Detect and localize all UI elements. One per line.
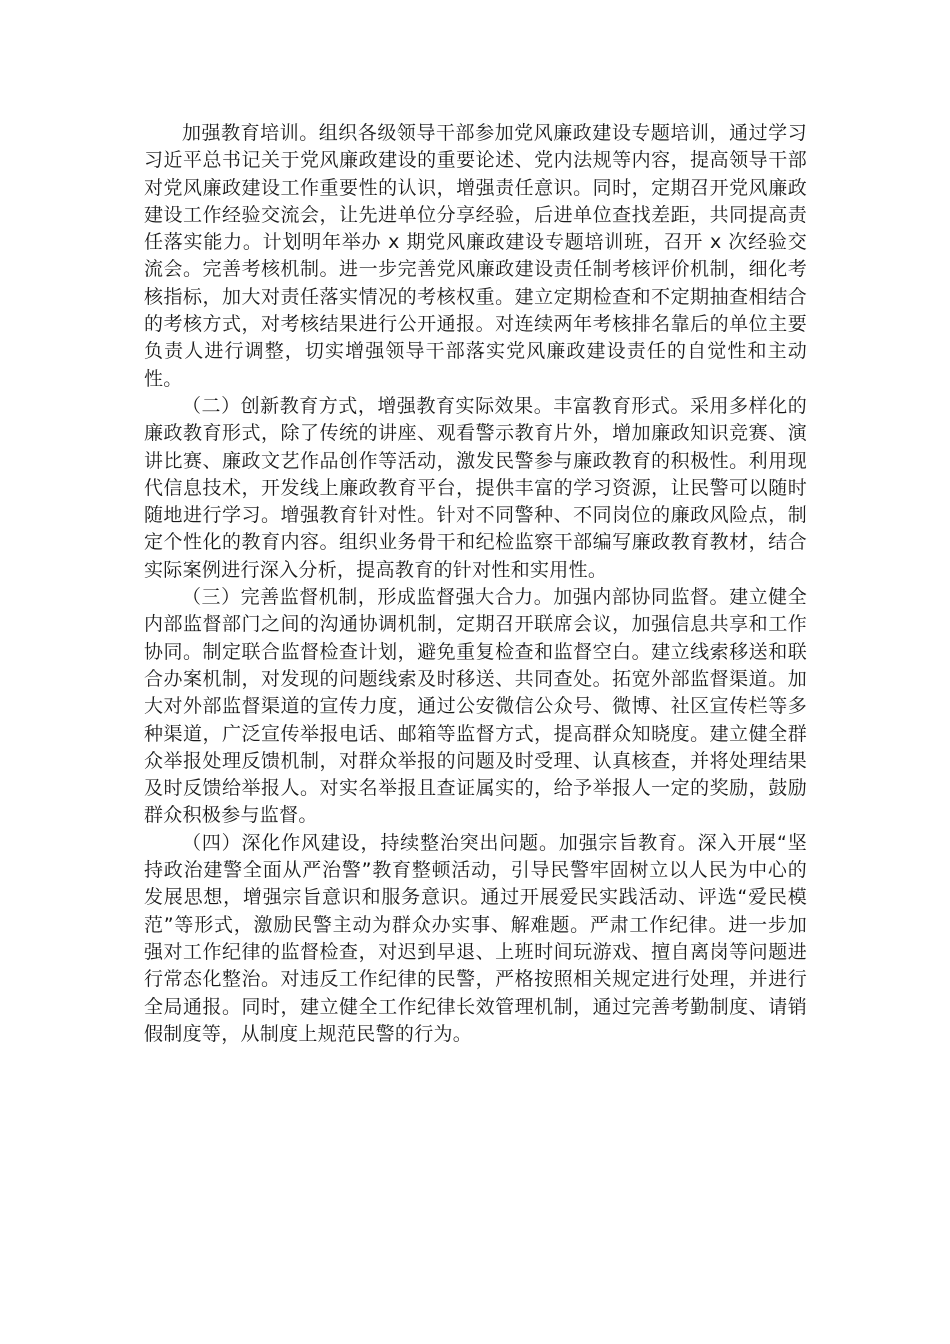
paragraph-education-training: 加强教育培训。组织各级领导干部参加党风廉政建设专题培训，通过学习习近平总书记关于党风廉政建设的重要论述、党内法规等内容，提高领导干部对党风廉政建设工作重要性的认识，增强责任意识。同时，定期召开党风廉政建设工作经验交流会，让先进单位分享经验，后进单位查找差距，共同提高责任落实能力。计划明年举办 x 期党风廉政建设专题培训班，召开 x 次经验交流会。完善考核机制。进一步完善党风廉政建设责任制考核评价机制，细化考核指标，加大对责任落实情况的考核权重。建立定期检查和不定期抽查相结合的考核方式，对考核结果进行公开通报。对连续两年考核排名靠后的单位主要负责人进行调整，切实增强领导干部落实党风廉政建设责任的自觉性和主动性。	[144, 122, 807, 390]
paragraph-section-4: （四）深化作风建设，持续整治突出问题。加强宗旨教育。深入开展“坚持政治建警全面从严治警”教育整顿活动，引导民警牢固树立以人民为中心的发展思想，增强宗旨意识和服务意识。通过开展爱民实践活动、评选“爱民模范”等形式，激励民警主动为群众办实事、解难题。严肃工作纪律。进一步加强对工作纪律的监督检查，对迟到早退、上班时间玩游戏、擅自离岗等问题进行常态化整治。对违反工作纪律的民警，严格按照相关规定进行处理，并进行全局通报。同时，建立健全工作纪律长效管理机制，通过完善考勤制度、请销假制度等，从制度上规范民警的行为。	[144, 831, 807, 1045]
paragraph-section-3: （三）完善监督机制，形成监督强大合力。加强内部协同监督。建立健全内部监督部门之间的沟通协调机制，定期召开联席会议，加强信息共享和工作协同。制定联合监督检查计划，避免重复检查和监督空白。建立线索移送和联合办案机制，对发现的问题线索及时移送、共同查处。拓宽外部监督渠道。加大对外部监督渠道的宣传力度，通过公安微信公众号、微博、社区宣传栏等多种渠道，广泛宣传举报电话、邮箱等监督方式，提高群众知晓度。建立健全群众举报处理反馈机制，对群众举报的问题及时受理、认真核查，并将处理结果及时反馈给举报人。对实名举报且查证属实的，给予举报人一定的奖励，鼓励群众积极参与监督。	[144, 586, 807, 827]
paragraph-section-2: （二）创新教育方式，增强教育实际效果。丰富教育形式。采用多样化的廉政教育形式，除了传统的讲座、观看警示教育片外，增加廉政知识竞赛、演讲比赛、廉政文艺作品创作等活动，激发民警参与廉政教育的积极性。利用现代信息技术，开发线上廉政教育平台，提供丰富的学习资源，让民警可以随时随地进行学习。增强教育针对性。针对不同警种、不同岗位的廉政风险点，制定个性化的教育内容。组织业务骨干和纪检监察干部编写廉政教育教材，结合实际案例进行深入分析，提高教育的针对性和实用性。	[144, 394, 807, 581]
document-body	[144, 120, 807, 1048]
